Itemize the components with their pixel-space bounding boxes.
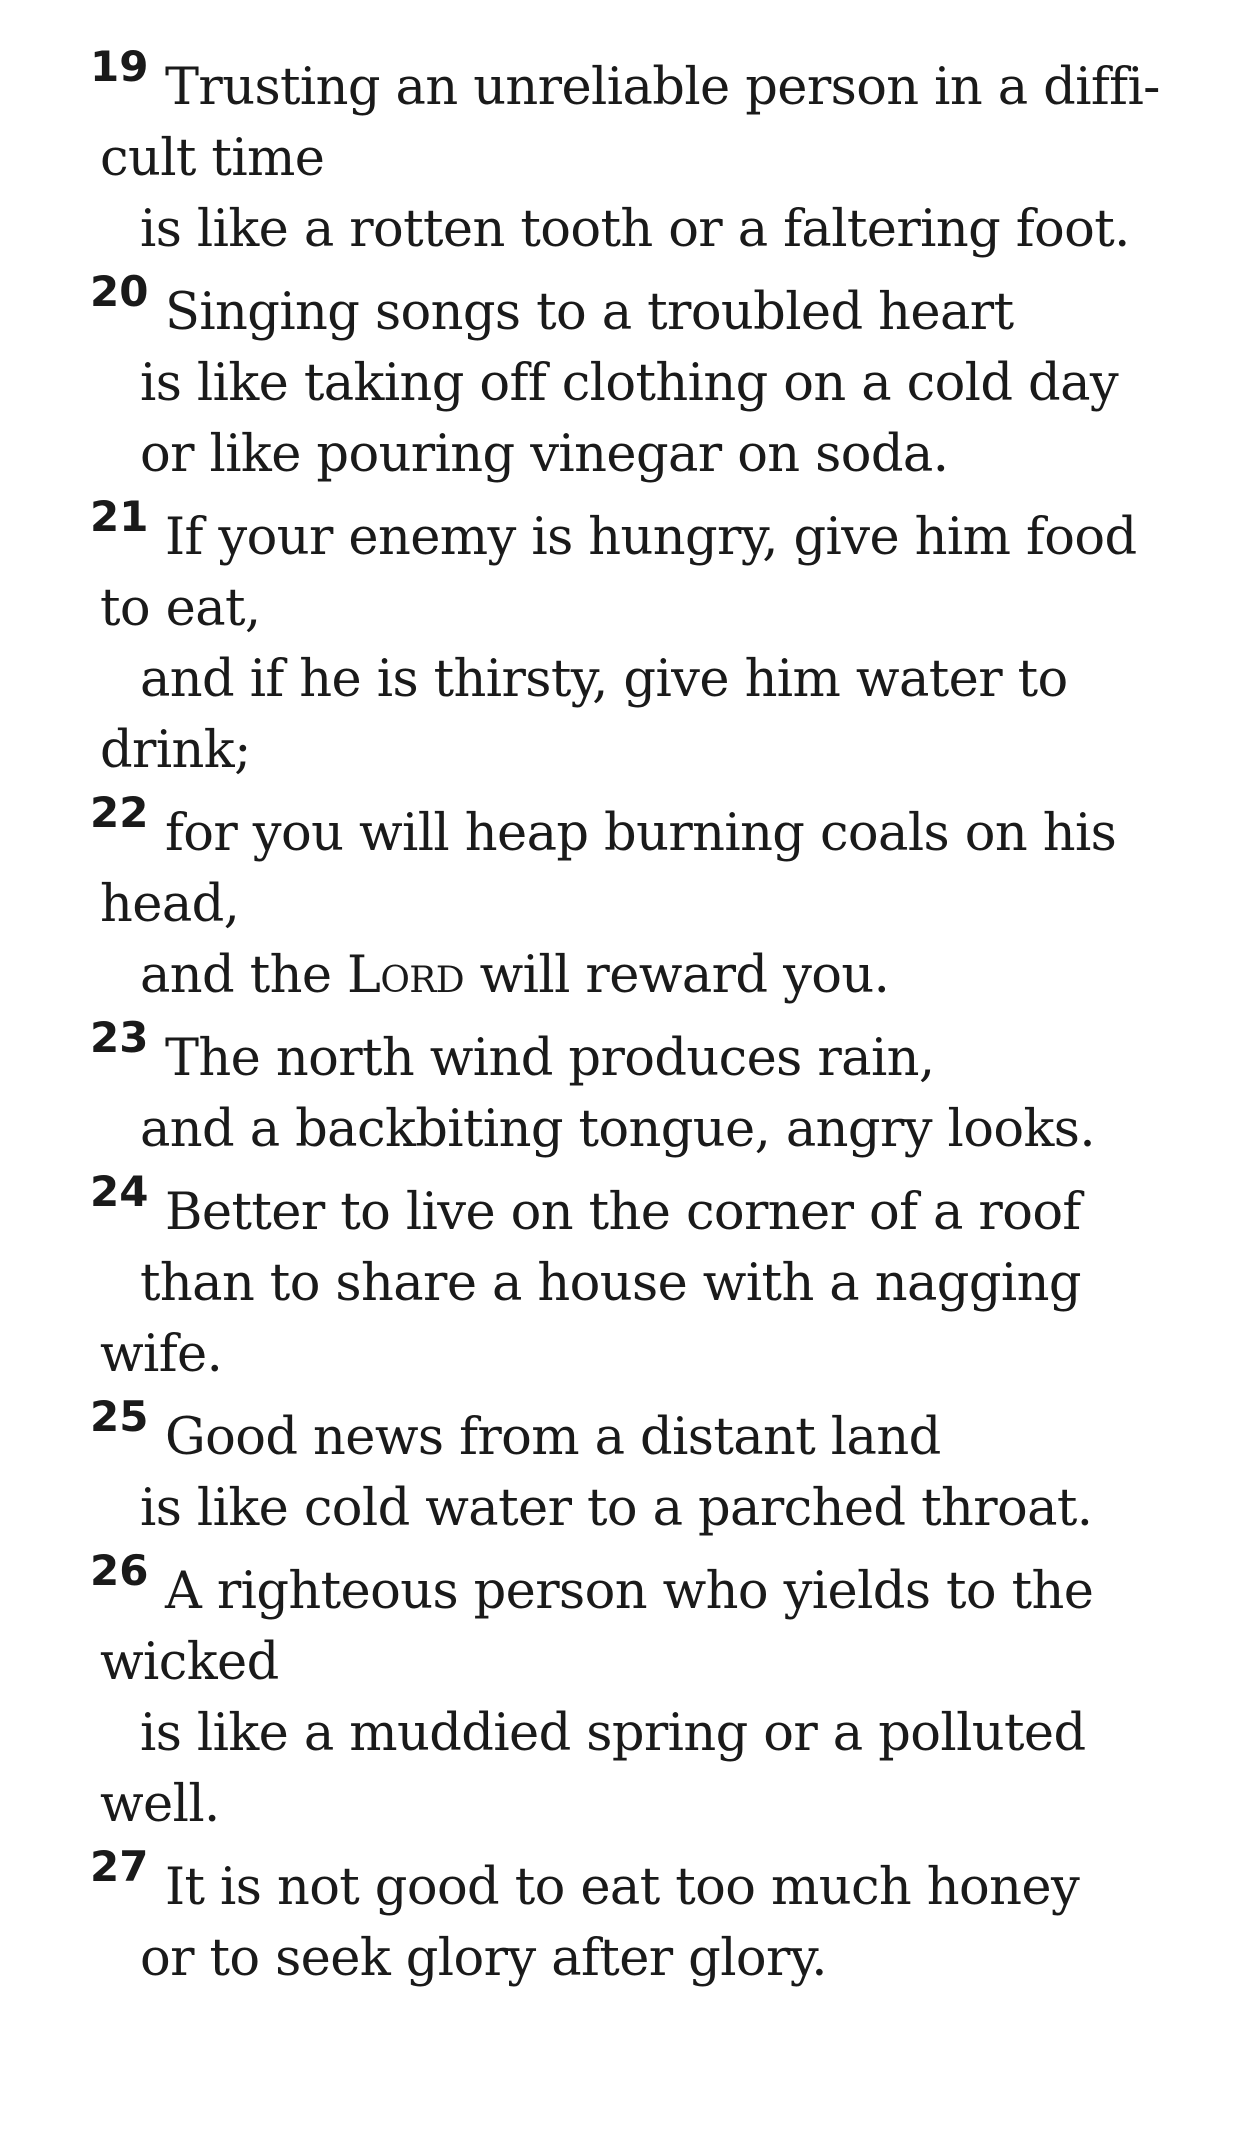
verse-text-segment: or like pouring vinegar on soda. <box>140 425 949 484</box>
verse-line <box>90 1840 1200 1923</box>
verse-text-segment: wicked <box>100 1633 279 1692</box>
verse-line <box>100 869 1200 940</box>
verse-text-segment: Trusting an unreliable person in a diffi- <box>165 58 1160 117</box>
verse-text <box>100 1029 935 1088</box>
verse-line <box>100 644 1200 715</box>
verse-20 <box>90 265 1200 490</box>
verse-text-segment: and the <box>140 946 348 1005</box>
verse-line <box>90 490 1200 573</box>
verse-number: 24 <box>90 1167 149 1216</box>
verse-text <box>100 804 1116 863</box>
verse-text <box>140 946 889 1005</box>
verse-text <box>140 200 1130 259</box>
verse-text <box>100 1562 1093 1621</box>
verse-text <box>100 1858 1079 1917</box>
verse-line <box>100 1319 1200 1390</box>
verse-line <box>90 265 1200 348</box>
verse-22 <box>90 786 1200 1011</box>
verse-number: 25 <box>90 1392 149 1441</box>
verse-text-segment: Singing songs to a troubled heart <box>165 283 1014 342</box>
verse-text-segment: cult time <box>100 129 325 188</box>
verse-text <box>100 721 251 780</box>
verse-text-segment: or to seek glory after glory. <box>140 1929 827 1988</box>
verse-24 <box>90 1165 1200 1390</box>
verse-number: 27 <box>90 1842 149 1891</box>
verse-line <box>100 1923 1200 1994</box>
verse-text-segment: well. <box>100 1775 220 1834</box>
verse-line <box>100 419 1200 490</box>
verse-text-segment: and a backbiting tongue, angry looks. <box>140 1100 1095 1159</box>
verse-text-segment: The north wind produces rain, <box>165 1029 935 1088</box>
verse-text-segment: to eat, <box>100 579 261 638</box>
verse-26 <box>90 1544 1200 1840</box>
verse-line <box>100 1473 1200 1544</box>
verse-line <box>100 940 1200 1011</box>
verse-text-segment: is like cold water to a parched throat. <box>140 1479 1093 1538</box>
verse-text <box>100 875 239 934</box>
verse-21 <box>90 490 1200 786</box>
verse-text-segment: is like taking off clothing on a cold day <box>140 354 1119 413</box>
verse-text <box>100 129 324 188</box>
verse-text-segment: is like a rotten tooth or a faltering foot. <box>140 200 1130 259</box>
verse-text-segment: wife. <box>100 1325 223 1384</box>
verse-27 <box>90 1840 1200 1994</box>
verse-text <box>100 58 1160 117</box>
verse-line <box>100 1094 1200 1165</box>
verse-23 <box>90 1011 1200 1165</box>
verse-line <box>90 1011 1200 1094</box>
verse-line <box>100 194 1200 265</box>
verse-text <box>100 1183 1081 1242</box>
divine-name-small-caps: Lord <box>347 946 464 1005</box>
verse-number: 21 <box>90 492 149 541</box>
verse-text-segment: If your enemy is hungry, give him food <box>165 508 1137 567</box>
verse-text <box>100 1633 279 1692</box>
verse-text <box>100 508 1137 567</box>
verse-text <box>100 1775 220 1834</box>
scripture-page <box>90 40 1200 1994</box>
verse-text-segment: is like a muddied spring or a polluted <box>140 1704 1086 1763</box>
verse-text-segment: Better to live on the corner of a roof <box>165 1183 1081 1242</box>
verse-text-segment: It is not good to eat too much honey <box>165 1858 1080 1917</box>
verse-25 <box>90 1390 1200 1544</box>
verse-line <box>100 1698 1200 1769</box>
verse-number: 23 <box>90 1013 149 1062</box>
verse-line <box>100 573 1200 644</box>
verse-text-segment: will reward you. <box>464 946 890 1005</box>
verse-text-segment: A righteous person who yields to the <box>165 1562 1094 1621</box>
verse-text <box>140 354 1118 413</box>
verse-text <box>140 1254 1081 1313</box>
verse-text-segment: and if he is thirsty, give him water to <box>140 650 1068 709</box>
verse-number: 19 <box>90 42 149 91</box>
verse-text <box>100 283 1013 342</box>
verse-19 <box>90 40 1200 265</box>
verse-line <box>100 123 1200 194</box>
verse-line <box>90 1544 1200 1627</box>
verse-line <box>100 715 1200 786</box>
verse-line <box>100 1769 1200 1840</box>
verse-text <box>140 1100 1095 1159</box>
verse-text-segment: head, <box>100 875 240 934</box>
verse-line <box>100 1248 1200 1319</box>
verse-line <box>90 40 1200 123</box>
verse-line <box>90 786 1200 869</box>
verse-text-segment: Good news from a distant land <box>165 1408 941 1467</box>
verse-number: 22 <box>90 788 149 837</box>
verse-line <box>90 1390 1200 1473</box>
verse-text-segment: drink; <box>100 721 251 780</box>
verse-text <box>140 1479 1092 1538</box>
verse-text <box>100 579 261 638</box>
verse-text <box>140 1929 827 1988</box>
verse-text-segment: for you will heap burning coals on his <box>165 804 1117 863</box>
verse-number: 20 <box>90 267 149 316</box>
verse-line <box>100 348 1200 419</box>
verse-text <box>100 1325 222 1384</box>
verse-text <box>140 425 948 484</box>
verse-text-segment: than to share a house with a nagging <box>140 1254 1081 1313</box>
verse-number: 26 <box>90 1546 149 1595</box>
verse-text <box>140 1704 1086 1763</box>
verse-text <box>100 1408 941 1467</box>
verse-text <box>140 650 1068 709</box>
verse-line <box>100 1627 1200 1698</box>
verse-line <box>90 1165 1200 1248</box>
